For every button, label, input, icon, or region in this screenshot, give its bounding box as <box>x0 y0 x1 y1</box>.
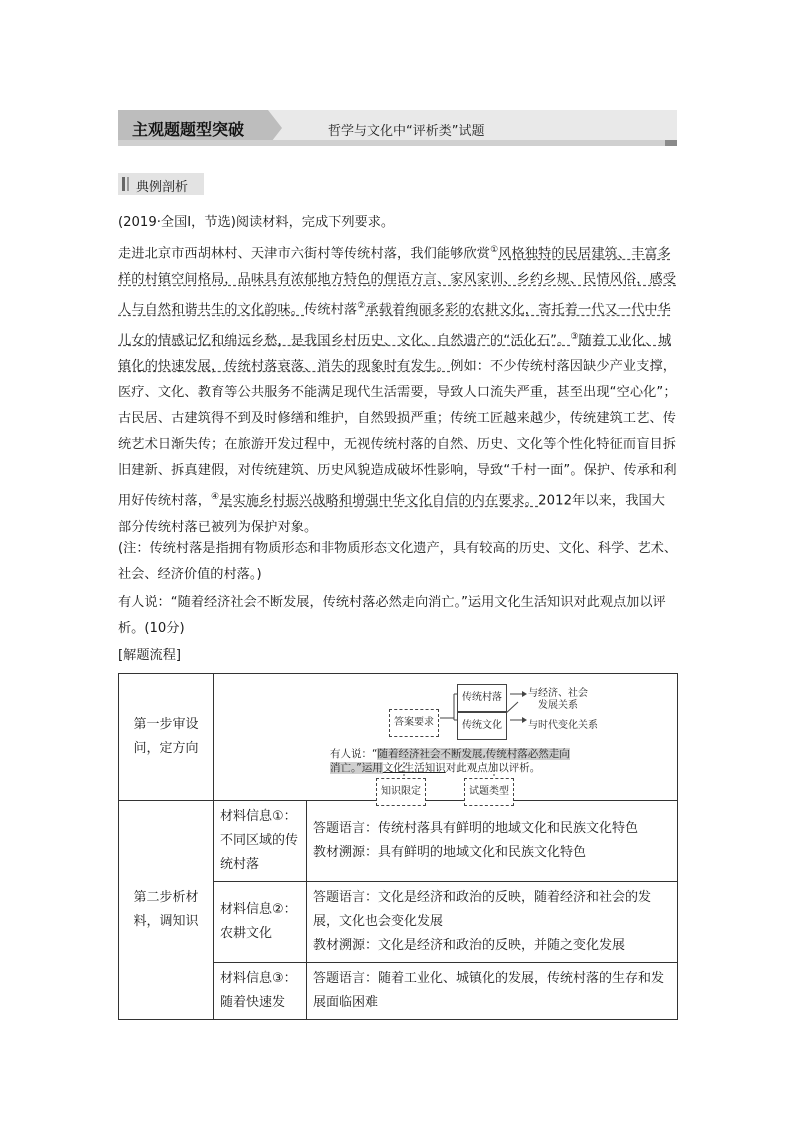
material-seg2: 风格独特的民居建筑、丰富多样的村镇空间格局，品味具有浓郁地方特色的俚语方言、家风家训、乡约乡规、民情风俗，感受人与自然和谐共生的文化韵味。 <box>118 246 677 318</box>
knowledge-limit-box: 知识限定 <box>376 778 426 806</box>
mark-2: ② <box>357 301 366 312</box>
relation-economy-line2: 发展关系 <box>538 700 578 711</box>
material-seg1: 走进北京市西胡林村、天津市六街村等传统村落，我们能够欣赏 <box>118 246 491 262</box>
material-seg4: 承载着绚丽多彩的农耕文化，寄托着一代又一代中华儿女的情感记忆和绵远乡愁，是我国乡村历史、文化、自然遗产的“活化石”。 <box>118 302 671 349</box>
mark-3: ③ <box>570 331 579 342</box>
material-seg9: 2012年以来，我国大部分传统村落已被列为保护对象。 <box>118 493 666 535</box>
material-note: (注：传统村落是指拥有物质形态和非物质形态文化遗产，具有较高的历史、文化、科学、艺术、社会、经济价值的村落。) <box>118 541 678 582</box>
info-cell: 材料信息①：不同区域的传统村落 <box>214 801 307 882</box>
question-prompt: 有人说：“随着经济社会不断发展，传统村落必然走向消亡。”运用文化生活知识对此观点加以评析。(10分) <box>118 595 666 636</box>
table-row <box>119 801 678 882</box>
answer-cell <box>307 963 678 1020</box>
material-seg7: 保护、传承和利用好传统村落， <box>118 463 677 509</box>
step1-label: 第一步审设问，定方向 <box>119 674 214 801</box>
material-seg3: 传统村落 <box>304 302 358 318</box>
section-mark-icon-secondary <box>127 177 129 191</box>
banner-stripe <box>118 140 677 146</box>
step2-label: 第二步析材料，调知识 <box>119 801 214 1020</box>
flow-label: [解题流程] <box>118 648 182 663</box>
mark-4: ④ <box>211 492 220 503</box>
section-mark-icon <box>122 177 125 191</box>
quote-line2-start: 消亡。”运用 <box>330 762 383 774</box>
banner-title: 主观题题型突破 <box>132 120 245 139</box>
answer-cell <box>307 882 678 963</box>
textbook-source: 教材溯源：文化是经济和政治的反映，并随之变化发展 <box>313 938 626 953</box>
section-tag <box>118 173 204 195</box>
node-culture: 传统文化 <box>457 712 507 740</box>
relation-time: 与时代变化关系 <box>528 720 598 731</box>
question-source: (2019·全国Ⅰ，节选)阅读材料，完成下列要求。 <box>118 215 395 230</box>
banner-stripe-end <box>665 140 677 146</box>
answer-language: 答题语言：随着工业化、城镇化的发展，传统村落的生存和发展面临困难 <box>313 971 665 1010</box>
banner-subtitle: 哲学与文化中“评析类”试题 <box>328 124 485 139</box>
quote-prefix: 有人说：“ <box>330 748 378 760</box>
solution-table <box>118 673 678 1020</box>
answer-requirement-box: 答案要求 <box>389 709 439 737</box>
header-banner <box>118 110 677 146</box>
mark-1: ① <box>490 245 499 255</box>
answer-cell <box>307 801 678 882</box>
material-seg8: 是实施乡村振兴战略和增强中华文化自信的内在要求。 <box>219 493 539 509</box>
material-seg5: 随着工业化、城镇化的快速发展，传统村落衰落、消失的现象时有发生。 <box>118 333 672 375</box>
question-type-box: 试题类型 <box>464 778 514 806</box>
material-seg6: 例如：不少传统村落因缺少产业支撑，医疗、文化、教育等公共服务不能满足现代生活需要，导致人口流失严重，甚至出现“空心化”；古民居、古建筑得不到及时修缮和维护，自然毁损严重；传统工匠越来越少，传统建筑工艺、传统艺术日渐失传；在旅游开发过程中，无视传统村落的自然、历史、文化等个性化特征而盲目拆旧建新、拆真建假，对传统建筑、历史风貌造成破坏性影响，导致“千村一面”。 <box>118 359 677 479</box>
table-row <box>119 674 678 801</box>
textbook-source: 教材溯源：具有鲜明的地域文化和民族文化特色 <box>313 845 587 860</box>
info-cell: 材料信息②：农耕文化 <box>214 882 307 963</box>
quote-highlight: 随着经济社会不断发展,传统村落必然走向 <box>377 748 570 760</box>
material-passage <box>118 237 678 541</box>
node-village: 传统村落 <box>457 684 507 712</box>
answer-language: 答题语言：传统村落具有鲜明的地域文化和民族文化特色 <box>313 821 639 836</box>
quote-line2-knowledge: 文化生活知识 <box>382 762 446 774</box>
section-label: 典例剖析 <box>136 180 189 195</box>
quote-line2-end: 对此观点加以评析。 <box>445 762 541 774</box>
step1-diagram-cell <box>214 674 678 801</box>
info-cell: 材料信息③：随着快速发 <box>214 963 307 1020</box>
answer-language: 答题语言：文化是经济和政治的反映，随着经济和社会的发展，文化也会变化发展 <box>313 890 652 929</box>
diagram-quote-line2 <box>330 756 540 780</box>
relation-economy-line1: 与经济、社会 <box>528 688 588 699</box>
flow-diagram <box>214 678 677 796</box>
